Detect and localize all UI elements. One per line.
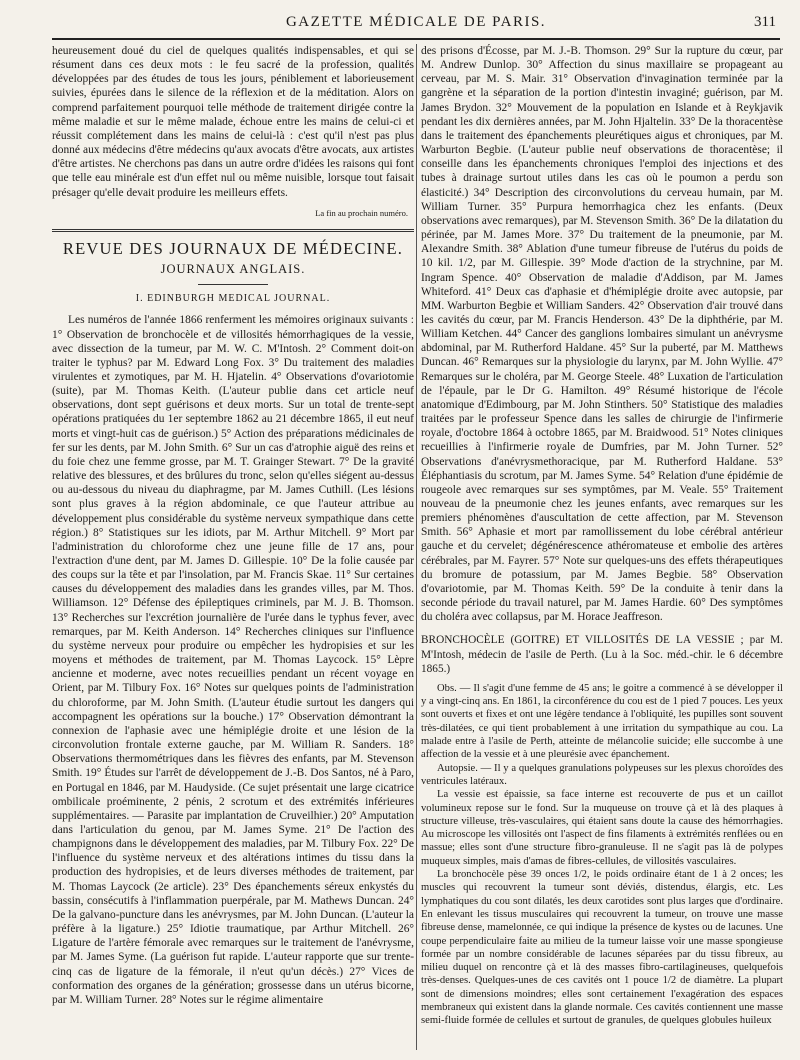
article-list-paragraph: Les numéros de l'année 1866 renferment les mémoires originaux suivants : 1° Observation de bronchocèle et de villosités hémorrhagiques de la vessie, avec dissection de la tumeur, par M. W. C. M'Intosh. 2° Comment doit-on traiter le typhus? par M. Edward Long Fox. 3° Du traitement des maladies virulentes et zymotiques, par M. H. Hjatelin. 4° Observations d'ovariotomie (suite), par M. Thomas Keith. (L'auteur publie dans cet article neuf observations, dont sept guérisons et deux morts. Sur un total de trente-sept opérations pratiquées du 1er septembre 1862 au 21 décembre 1865, il eut neuf morts et vingt-huit cas de guérison.) 5° Action des préparations médicinales de fer sur les dents, par M. John Smith. 6° Sur un cas d'atrophie aiguë des reins et du foie chez une femme grosse, par M. T. Grainger Stewart. 7° De la gravité relative des blessures, et des brûlures du tronc, selon qu'elles siégent au-dessus ou au-dessous du niveau du diaphragme, par M. James Cuthill. (Les lésions sont plus graves à la région abdominale, ce que l'auteur attribue au développement plus considérable du système nerveux sympathique dans cette région.) 8° Statistiques sur les idiots, par M. Arthur Mitchell. 9° Mort par l'administration du chloroforme chez une jeune fille de 17 ans, pour l'extraction d'une dent, par M. James D. Gillespie. 10° De la folie causée par des coups sur la tête et par l'insolation, par M. Francis Skae. 11° Sur certaines causes du développement des maladies dans les grandes villes, par M. Thos. Williamson. 12° Défense des épileptiques criminels, par M. J. B. Thomson. 13° Recherches sur l'excrétion journalière de l'urée dans le typhus fever, avec remarques, par M. Keith Anderson. 14° Recherches cliniques sur l'influence du système nerveux pour produire ou empêcher les hydropisies et sur les moyens et méthodes de traitement, par M. Thomas Laycock. 15° Lèpre ancienne et moderne, avec notes recueillies pendant un récent voyage en Orient, par M. Tilbury Fox. 16° Notes sur quelques points de l'administration du chloroforme, par M. John Smith. (L'auteur étudie surtout les dangers qui accompagnent les opérations sur la bouche.) 17° Observation démontrant la connexion de l'aphasie avec une hémiplégie droite et une lésion de la circonvolution frontale externe gauche, par M. William R. Sanders. 18° Observations thermométriques dans les fièvres des enfants, par M. Stevenson Smith. 19° Études sur l'arrêt de développement de J.-B. Dos Santos, né à Paro, en Portugal en 1846, par M. Haudyside. (Ce sujet présentait une large cicatrice ombilicale proéminente, 2 pénis, 2 scrotum et des extrémités inférieures supplémentaires. — Parasite par implantation de Cruveilhier.) 20° Amputation dans l'articulation du genou, par M. James Syme. 21° De l'action des champignons dans le développement des maladies, par M. Tilbury Fox. 22° De l'influence du système nerveux et des altérations intimes du tissu dans la production des hydropisies, et de leurs diverses méthodes de traitement, par M. Thomas Laycock (2e article). 23° Des épanchements séreux enkystés du bassin, consécutifs à l'inflammation puerpérale, par M. Mathews Duncan. 24° De la galvano-puncture dans les anévrysmes, par M. John Duncan. (L'auteur la préfère à la ligature.) 25° Idiotie traumatique, par Arthur Mitchell. 26° Ligature de l'artère fémorale avec remarques sur le traitement de l'anévrysme, par M. James Syme. (La guérison fut rapide. L'auteur rapporte que sur trente-cinq cas de ligature de la fémorale, il n'eut qu'un décès.) 27° Vices de conformation des organes de la génération; grossesse dans un utérus bicorne, par M. William Turner. 28° Notes sur le régime alimentaire xyxy=(52,314,414,1006)
section-title: REVUE DES JOURNAUX DE MÉDECINE. xyxy=(62,238,404,258)
observation-paragraph: Obs. — Il s'agit d'une femme de 45 ans; le goitre a commencé à se développer il y a vingt-cinq ans. En 1861, la circonférence du cou est de 1 pied 7 pouces. Les yeux sont ouverts et fixes et ont une légère tendance à l'obliquité, les pupilles sont souvent très-dilatées, ce qui tient probablement à une irritation du sympathique au cou. La malade entre à l'asile de Perth, atteinte de mélancolie suicide; elle succombe à une affection de la vessie et à une pleurésie avec épanchement. xyxy=(421,682,783,761)
column-divider xyxy=(416,44,417,1050)
section-divider xyxy=(52,229,414,232)
page-number: 311 xyxy=(754,14,776,30)
running-title: GAZETTE MÉDICALE DE PARIS. xyxy=(285,14,547,30)
article-heading: BRONCHOCÈLE (GOITRE) ET VILLOSITÉS DE LA VESSIE ; par M. M'Intosh, médecin de l'asile de Perth. (Lu à la Soc. méd.-chir. le 6 décembre 1865.) xyxy=(421,634,783,675)
continuation-note: La fin au prochain numéro. xyxy=(315,207,408,218)
short-divider xyxy=(198,284,268,285)
left-column xyxy=(52,44,414,1052)
section-subtitle: JOURNAUX ANGLAIS. xyxy=(160,262,306,277)
page-header xyxy=(52,12,780,40)
right-column xyxy=(421,44,783,1052)
intro-paragraph: heureusement doué du ciel de quelques qualités indispensables, et qui se résument dans ces deux mots : le feu sacré de la profession, qualités développées par des études de tous les jours, péniblement et laborieusement suivies, épurées dans le silence de la réflexion et de la méditation. Alors on comprend parfaitement pourquoi telle méthode de traitement dirigée contre la même maladie et sur le même malade, échoue entre les mains de celui-ci et réussit complétement dans les mains de celui-là : c'est qu'il n'est pas plus donné aux médecins d'être médecins qu'aux avocats d'être avocats, aux artistes d'être artistes. Ne cherchons pas dans un autre ordre d'idées les raisons qui font que telle eau minérale est d'un effet nul ou même nuisible, lorsque tout faisait présager qu'elle devait produire les meilleurs effets. xyxy=(52,45,414,199)
bladder-paragraph: La vessie est épaissie, sa face interne est recouverte de pus et un caillot volumineux repose sur le fond. Sur la muqueuse on trouve çà et là des plaques à structure villeuse, très-vasculaires, qui étaient sans doute la cause des hémorrhagies. Au microscope les villosités ont l'aspect de fins filaments à extrémités renflées ou en massue; elles sont d'une structure fibro-granuleuse. Il ne s'agit pas là de polypes muqueux simples, mais d'amas de fibres-cellules, de villosités vasculaires. xyxy=(421,789,783,867)
journal-heading: I. EDINBURGH MEDICAL JOURNAL. xyxy=(135,293,331,305)
bronchocele-paragraph: La bronchocèle pèse 39 onces 1/2, le poids ordinaire étant de 1 à 2 onces; les muscles qui recouvrent la tumeur sont déviés, distendus, élargis, etc. Les lymphatiques du cou sont dilatés, les deux carotides sont plus larges que d'ordinaire. En enlevant les tissus musculaires qui recouvrent la tumeur, on trouve une masse fibreuse dense, mamelonnée, ce qui indique la présence de kystes ou de lacunes. Une coupe perpendiculaire faite au milieu de la tumeur laisse voir une masse spongieuse formée par un nombre considérable de lacunes séparées par du tissu fibreux, au milieu duquel on rencontre çà et là des masses fibro-cartilagineuses, quelquefois très-denses. Quelques-unes de ces cavités ont 1 pouce 1/2 de diamètre. La plupart sont de dimensions moindres; elles sont certainement l'exagération des espaces membraneux qui existent dans la glande normale. Ces cavités contiennent une masse semi-fluide formée de cellules et surtout de granules, de quelques globules huileux xyxy=(421,869,783,1027)
article-list-continued: des prisons d'Écosse, par M. J.-B. Thomson. 29° Sur la rupture du cœur, par M. Andrew Dunlop. 30° Affection du sinus maxillaire se propageant au cerveau, par M. S. Mair. 31° Observation d'invagination terminée par la gangrène et la séparation de la portion d'intestin invaginé; guérison, par M. James Brydon. 32° Mouvement de la population en Islande et à Reykjavik pendant les dix dernières années, par M. John Hjaltelin. 33° De la thoracentèse dans le traitement des épanchements pleurétiques aigus et chroniques, par M. Warburton Begbie. (L'auteur publie neuf observations de thoracentèse; il conseille dans les épanchements chroniques l'emploi des injections et des tubes à drainage surtout utiles dans les cas où le poumon a perdu son élasticité.) 34° Description des circonvolutions du cerveau humain, par M. William Turner. 35° Purpura hemorrhagica chez les enfants. (Deux observations avec remarques), par M. Stevenson Smith. 36° De la dilatation du périnée, par M. James More. 37° Du traitement de la pneumonie, par M. Alexandre Smith. 38° Ablation d'une tumeur fibreuse de l'utérus du poids de 10 kil. 1/2, par M. Gillespie. 39° Mode d'action de la strychnine, par M. Ingram Spence. 40° Observation de maladie d'Addison, par M. James Whiteford. 41° Deux cas d'aphasie et d'hémiplégie droite avec autopsie, par MM. Warburton Begbie et William Sanders. 42° Observation d'air trouvé dans les cavités du cœur, par M. Francis Henderson. 43° De la diphthérie, par M. William Ketchen. 44° Cancer des ganglions lombaires simulant un anévrysme abdominal, par M. Rutherford Haldane. 45° Sur la puberté, par M. Matthews Duncan. 46° Remarques sur la physiologie du larynx, par M. John Wyllie. 47° Remarques sur le choléra, par M. George Steele. 48° Luxation de l'articulation de l'épaule, par le Dr G. Hamilton. 49° Résumé historique de l'école anatomique d'Edimbourg, par M. John Stinthers. 50° Statistique des maladies traitées par le professeur Spence dans les salles de chirurgie de l'infirmerie royale, d'octobre 1864 à octobre 1865, par M. Braidwood. 51° Notes cliniques recueillies à l'infirmerie royale de Dumfries, par M. John Turner. 52° Observations d'anévrysmethoracique, par M. Rutherford Haldane. 53° Éléphantiasis du scrotum, par M. James Syme. 54° Relation d'une épidémie de rougeole avec remarques sur ses symptômes, par M. Veale. 55° Traitement nouveau de la pneumonie chez les jeunes enfants, avec remarques sur les premiers phénomènes d'auscultation de cette affection, par M. Stevenson Smith. 56° Aphasie et mort par ramollissement du lobe cérébral antérieur gauche et du cervelet; dégénérescence athéromateuse et embolie des artères cérébrales, par M. Fayrer. 57° Note sur quelques-uns des effets thérapeutiques du bromure de potassium, par M. James Begbie. 58° Observation d'ovariotomie, par M. Thomas Keith. 59° De la conduite à tenir dans la seconde période du travail naturel, par M. James Hardie. 60° Des symptômes du choléra avec collapsus, par M. Horace Jeaffreson. xyxy=(421,45,783,624)
autopsy-paragraph: Autopsie. — Il y a quelques granulations polypeuses sur les plexus choroïdes des ventricules latéraux. xyxy=(421,762,783,787)
